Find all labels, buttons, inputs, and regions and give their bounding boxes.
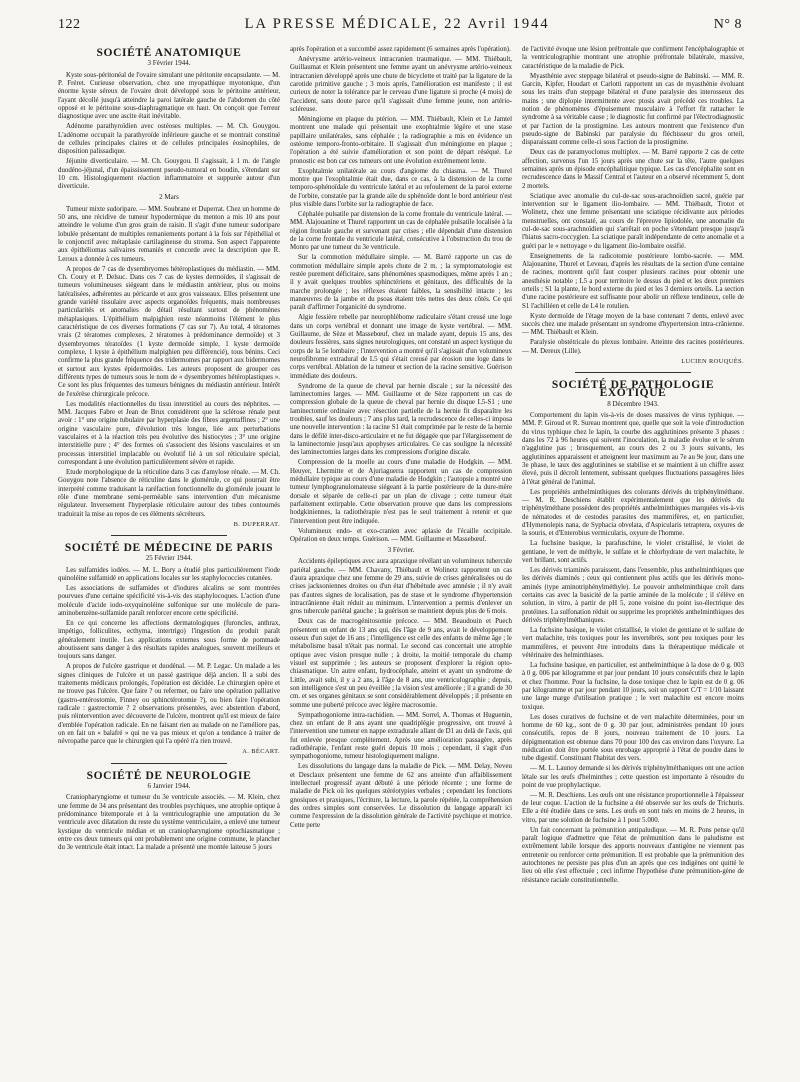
communication-paragraph: Deux cas de macrogénitosomie précoce. — MM. Beaudouin et Puech présentent un enfant de 13 ans qui, dès l'âge de 9 ans, avait le développement osseux d'un sujet de 16 ans ; l'intelligence est celle des enfants de même âge ; le métabolisme basal n'était pas normal. Le second cas concernait une atrophie optique avec vision presque nulle ; à droite, la moitié temporale du champ visuel est supprimée ; les auteurs se proposent d'explorer la région opto-chiasmatique. Un autre enfant, hydrocéphale, atteint et ayant un syndrome de Little, avait subi, il y a 2 ans, à l'âge de 8 ans, une ventriculographie ; depuis, son intelligence s'est un peu éveillée ; la vision s'est améliorée ; il a grandi de 30 cm. et ses organes génitaux se sont considérablement développés ; il présente en somme une puberté précoce avec légère macrosomie. — [290, 618, 512, 709]
communication-paragraph: — M. L. Launoy demande si les dérivés triphénylméthaniques ont une action létale sur les œufs d'helminthes ; cette question est importante à résoudre du point de vue prophylactique. — [522, 765, 744, 789]
author-signature: LUCIEN ROUQUÈS. — [681, 357, 744, 365]
section-title-societe-anatomique: SOCIÉTÉ ANATOMIQUE — [96, 47, 242, 59]
section-title-neurologie: SOCIÉTÉ DE NEUROLOGIE — [86, 769, 252, 782]
communication-paragraph: Volumineux endo- et exo-cranien avec aplasie de l'écaille occipitale. Opération en deux temps. Guérison. — MM. Guillaume et Massebœuf. — [290, 527, 512, 543]
communication-paragraph: Sur la commotion médullaire simple. — M. Barré rapporte un cas de commotion médullaire simple après chute de 2 m. ; la symptomatologie est restée purement déficitaire, sans phénomènes spasmodiques, même après 1 an ; il y avait quelques troubles sphinctériens et génitaux, des difficultés de la marche prolongée ; les réflexes étaient faibles, la sensibilité intacte ; les manœuvres de la jambe et du psoas étaient très nettes des deux côtés. Ce qui paraît d'affirmer l'organicité du syndrome. — [290, 254, 512, 312]
column-3 — [522, 46, 744, 1074]
communication-paragraph: — M. R. Deschiens. Les œufs ont une résistance proportionnelle à l'épaisseur de leur coque. L'action de la fuchsine a été observée sur les œufs de Trichuris. Elle a été étudiée dans ce sens. Les œufs en sont tués en moins de 2 heures, in vitro, par une solution de fuchsine à 1 pour 5.000. — [522, 791, 744, 824]
communication-paragraph: Craniopharyngiome et tumeur du 3e ventricule associés. — M. Klein, chez une femme de 34 ans présentant des troubles psychiques, une atrophie optique à prédominance bitemporale et à la ventriculographie une amputation du 3e ventricule avec dilatation du reste du système ventriculaire, a enlevé une tumeur kystique du ventricule médian et un craniopharyngiome optochiasmatique ; entre ces deux tumeurs qui ont probablement une origine commune, le plancher du 3e ventricule était intact. La malade a présenté une montée laiteuse 5 jours — [58, 794, 280, 852]
communication-paragraph: Kyste dermoïde de l'étage moyen de la base contenant 7 dents, enlevé avec succès chez une malade présentant un syndrome d'hypertension intra-crânienne. — MM. Thiébault et Klein. — [522, 312, 744, 337]
communication-paragraph: Les modalités réactionnelles du tissu interstitiel au cours des néphrites. — MM. Jacques Fabre et Jean de Brux considèrent que la sclérose rénale peut avoir : 1° une origine tubulaire par hyperplasie des fibres argentaffines ; 2° une origine vasculaire pure, d'évolution très longue, liée aux perturbations vasculaires et à la réaction très peu évolutive des histiocytes ; 3° une origine interstitielle pure ; 4° des formes où s'associent des lésions vasculaires et un processus interstitiel implacable ou évolutif lié à un sol réticulaire spécial, correspondant à une évolution particulièrement sévère et rapide. — [58, 400, 280, 467]
communication-paragraph: Algie fessière rebelle par neurophlébome radiculaire s'étant creusé une loge dans un corps vertébral et donnant une image de kyste vertébral. — MM. Guillaume, de Sèze et Massebœuf, chez un malade ayant, depuis 15 ans, des douleurs fessières, sans signes neurologiques, ont constaté un aspect kystique du corps de la 5e lombaire ; l'intervention a montré qu'il s'agissait d'un volumineux neurofibrome extradural de L5 qui s'était creusé par érosion une loge dans le corps vertébral. Ablation de la tumeur et section de la racine sensitive. Guérison immédiate des douleurs. — [290, 314, 512, 380]
communication-paragraph: La fuchsine basique, le violet cristallisé, le violet de gentiane et le sulfate de vert malachite, très toxiques pour les invertébrés, sont peu toxiques pour les mammifères, et peuvent être introduits dans la thérapeutique médicale et vétérinaire des helminthiases. — [522, 626, 744, 659]
communication-paragraph: Les dérivés triaminés paraissent, dans l'ensemble, plus anthelminthiques que les dérivés diaminés ; ceux qui contiennent plus actifs que les dérivés mono-aminés (type aminotriphénylméthyle). Le pouvoir anthelminthique croît dans certains cas avec la basicité de la partie aminée de la molécule ; il s'élève en solution, in vitro, à partir de pH 5, zone voisine du point iso-électrique des protéines. La sulfonation réduit ou supprime les propriétés anthelminthiques des dérivés triphénylméthaniques. — [522, 566, 744, 624]
communication-paragraph: Accidents épileptiques avec aura apraxique révélant un volumineux tubercule pariétal gauche. — MM. Chavany, Thiébault et Wolinetz rapportent un cas d'aura apraxique chez une femme de 29 ans, suivie de crises généralisées ou de crises jacksoniennes droites ou d'un état d'hébétude avec amnésie ; il n'y avait pas d'autres signes de localisation, pas de stase et le syndrome d'hypertension intracrânienne était réduit au minimum. L'intervention a permis d'enlever un gros tubercule pariétal gauche ; la guérison se maintient depuis plus de 6 mois. — [290, 558, 512, 616]
article-columns — [58, 46, 744, 1074]
section-date: 25 Février 1944. — [145, 554, 193, 563]
communication-paragraph: Comportement du lapin vis-à-vis de doses massives de virus typhique. — MM. P. Giroud et R. Sureau montrent que, quelle que soit la voie d'introduction du virus typhique chez le lapin, la courbe des agglutinines présente 3 phases : dans les 72 à 96 heures qui suivent l'inoculation, la maladie évolue et le sérum n'agglutine pas ; brusquement, au cours des 2 ou 3 jours suivants, les agglutinines apparaissent et atteignent leur maximum au 7e au 9e jour, dans une 3e phase, le taux des agglutinines se stabilise et se maintient à un chiffre assez élevé, puis il décroît lentement, subissant quelques fluctuations passagères liées à l'état général de l'animal. — [522, 411, 744, 486]
section-divider — [111, 763, 226, 764]
communication-paragraph: La fuchsine basique, la parafuschine, le violet cristallisé, le violet de gentiane, le vert de méthyle, le sulfate et le chlorhydrate de vert malachite, le vert brillant, sont actifs. — [522, 540, 744, 564]
section-date: 8 Décembre 1943. — [607, 399, 659, 408]
author-signature: A. BÉCART. — [242, 748, 280, 756]
session-date: 3 Février. — [387, 545, 415, 554]
communication-paragraph: Syndrome de la queue de cheval par hernie discale ; sur la nécessité des laminectomies larges. — MM. Guillaume et de Sèze rapportent un cas de compression globale de la queue de cheval par hernie du disque L5-S1 ; une laminectomie ordinaire avec résection partielle de la hernie fit disparaître les troubles, sauf les douleurs ; 7 ans plus tard, la recrudescence de celles-ci imposa une nouvelle intervention : la racine S1 était comprimée par le reste de la hernie dans le défilé inter-disco-articulaire et ne fut dégagée que par l'élargissement de la laminectomie jusqu'aux apophyses articulaires. Ce cas souligne la nécessité des laminectomies larges dans les compressions d'origine discale. — [290, 382, 512, 457]
communication-paragraph: A propos de 7 cas de dysembryomes hétéroplastiques du médiastin. — MM. Ch. Coury et P. Delsuc. Dans ces 7 cas de kystes dermoïdes, il s'agissait de tumeurs volumineuses siégeant dans le médiastin antérieur, plus ou moins latéralisées, adhérentes au péricarde et aux gros vaisseaux. Elles présentent une grande variété tissulaire avec aspects organoïdes fréquents, mais nombreuses particularités et anomalies de détail résultant surtout de phénomènes métaplasiques. L'épithélium malpighien reste néanmoins l'élément le plus caractéristique de ces diverses formations (7 cas sur 7). Au total, 4 tératomes vrais (2 tératomes complexes, 2 tératomes à prédominance dermoïde) et 3 dysembryomes tératoïdes (1 kyste dermoïde simple, 1 kyste dermoïde complexe, 1 kyste à épithélium malpighien peu différencié), tous bénins. Ceci confirme la plus grande fréquence des tridermomes par rapport aux bidermomes et surtout aux kystes épidermoïdes. Les auteurs proposent de grouper ces différents types de tumeurs sous le nom de « dysembryomes hétéroplastiques ». Ce sont les plus fréquentes des tumeurs bénignes du médiastin antérieur. Intérêt de l'exérèse chirurgicale précoce. — [58, 265, 280, 398]
section-date: 3 Février 1944. — [147, 59, 191, 68]
communication-paragraph: Exophtalmie unilatérale au cours d'angiome du chiasma. — M. Thurel montre que l'exophtalmie était due, dans ce cas, à la distension de la corne temporo-sphénoïdale du ventricule latéral et au refoulement de la paroi externe de l'orbite, constatée par la grande aile du sphénoïde dont le bord antérieur n'est plus visible dans l'orbite sur la radiographie de face. — [290, 167, 512, 208]
communication-paragraph: Un fait concernant la prémunition antipaludique. — M. R. Pons pense qu'il paraît logique d'admettre que l'état de prémunition dans le paludisme est extrêmement labile lorsque des apports nouveaux d'antigène ne viennent pas entretenir ou renforcer cette prémunition. Il est probable que la prémunition des autochtones ne persiste pas plus d'un an après que ces indigènes ont quitté le lieu où elle s'est effectuée ; ceci infirme l'hypothèse d'une prémunition-gène de résistance raciale constitutionnelle. — [522, 826, 744, 884]
communication-paragraph: Anévrysme artério-veineux intracranien traumatique. — MM. Thiébault, Guillaumat et Klein présentent une femme ayant un anévrysme artério-veineux intracranien développé après une chute de bicyclette et traité par la ligature de la carotide primitive gauche ; 3 mois après, l'amélioration est manifeste ; il est curieux de noter la tolérance par le cerveau d'une ligature si proche (4 mois) de l'accident, sans doute parce qu'il s'agissait d'une femme jeune, non artério-scléreuse. — [290, 55, 512, 113]
communication-paragraph: Etude morphologique de la réticuline dans 3 cas d'amylose rénale. — M. Ch. Gouygou note l'absence de réticuline dans le glomérule, ce qui pourrait être interprété comme traduisant la raréfaction fonctionnelle du glomérule jouant le rôle d'une membrane semi-perméable sans intervention d'un mécanisme régulateur. Inversement l'hyperplasie réticulaire autour des tubes contournés traduirait la mise au repos de ces éléments sécréteurs. — [58, 469, 280, 518]
issue-number: N° 8 — [713, 17, 742, 32]
communication-paragraph: En ce qui concerne les affections dermatologiques (furoncles, anthrax, impétigo, folliculites, ecthyma, intertrigo) l'ingestion du produit paraît généralement inutile. Les applications externes sous forme de pommade aboutissent sans danger à des résultats rapides analogues, souvent meilleurs et toujours sans danger. — [58, 620, 280, 661]
continued-paragraph: de l'activité évoque une lésion préfrontale que confirment l'encéphalographie et la ventriculographie montrant une atrophie préfrontale bilatérale, massive, caractéristique de la maladie de Pick. — [522, 46, 744, 70]
section-title-medecine-paris: SOCIÉTÉ DE MÉDECINE DE PARIS — [64, 542, 274, 555]
communication-paragraph: Les associations de sulfamides et d'iodures alcalins se sont montrées pourvues d'une certaine spécificité vis-à-vis des staphylocoques. L'action d'une molécule d'acide iodo-oxyquinoléine sulfonique sur une molécule de para-aminobenzène-sulfamide paraît renforcer encore cette spécificité. — [58, 585, 280, 618]
communication-paragraph: Compression de la moelle au cours d'une maladie de Hodgkin. — MM. Heuyer, Lhermitte et de Ajuriaguerra rapportent un cas de compression médullaire typique au cours d'une maladie de Hodgkin ; l'autopsie a montré une tumeur lymphogranulomateuse siégeant à la partie postérieure de la dure-mère dorsale et séparée de celle-ci par un plan de clivage ; cette tumeur était parfaitement extirpable. Cette observation prouve que dans les compressions hodgkiniennes, la radiothérapie n'est pas le seul traitement à retenir et que l'intervention peut être indiquée. — [290, 459, 512, 525]
session-date: 2 Mars — [159, 193, 179, 202]
column-2 — [290, 46, 512, 1074]
communication-paragraph: Paralysie obstétricale du plexus lombaire. Atteinte des racines postérieures. — M. Dereux (Lille). — [522, 339, 744, 355]
communication-paragraph: Sympathogoniome intra-rachidien. — MM. Sorrel, A. Thomas et Huguenin, chez un enfant de 8 ans ayant une quadriplégie progressive, ont trouvé à l'intervention une tumeur en nappe extradurale allant de D1 au delà de l'axis, qui fut enlevée presque complètement. Après une amélioration passagère, après radiothérapie, l'enfant reste guéri depuis 10 mois ; cependant, il s'agit d'un sympathogoniome, tumeur histologiquement maligne. — [290, 711, 512, 761]
journal-title-date: LA PRESSE MÉDICALE, 22 Avril 1944 — [244, 16, 550, 32]
page-number: 122 — [58, 17, 81, 32]
communication-paragraph: Tumeur mixte sudoripare. — MM. Soubrane et Duperrat. Chez un homme de 50 ans, une récidive de tumeur hypodermique du menton a mis 10 ans pour atteindre le volume d'un gros grain de raisin. Il s'agit d'une tumeur sudoripare lobulée présentant de multiples remaniements portant à la fois sur l'épithélial et le conjonctif avec métaplasie cartilagineuse du stroma. Son aspect l'apparente aux épithéliomas salivaires remaniés et concorde avec la description que R. Leroux a donnée à ces tumeurs. — [58, 205, 280, 263]
communication-paragraph: Jéjunite diverticulaire. — M. Ch. Gouygou. Il s'agissait, à 1 m. de l'angle duodéno-jéjunal, d'un épaississement pseudo-tumoral en boudin, s'étendant sur 10 cm. Histologiquement réaction inflammatoire et suppurée autour d'un diverticule. — [58, 158, 280, 191]
communication-paragraph: A propos de l'ulcère gastrique et duodénal. — M. P. Legac. Un malade a les signes cliniques de l'ulcère et un passé gastrique déjà ancien. Il a subi des traitements médicaux prolongés, l'opération est décidée. Le chirurgien opère et ne trouve pas l'ulcère. Que faire ? ou refermer, ou faire une opération palliative (gastro-entérostomie, Finney ou sphinctérotomie ?), ou bien faire l'opération radicale : gastrectomie ? 2 observations présentées, avec abstention d'abord, puis réintervention avec découverte de l'ulcère, montrent qu'il est mieux de faire d'emblée l'opération radicale. En ne faisant rien au malade on ne l'améliore pas, on en fait un « balafré » qui ne va pas mieux et qu'on a tendance à traiter de névropathe parce que le chirurgien qui l'a opéré n'a rien trouvé. — [58, 663, 280, 746]
communication-paragraph: Sciatique avec anomalie du cul-de-sac sous-arachnoïdien sacré, guérie par intervention sur le ligament ilio-lombaire. — MM. Thiébault, Trotot et Wolinetz, chez une femme présentant une sciatique récidivante aux périodes menstruelles, ont constaté, au cours de l'épreuve lipiodolée, une anomalie du cul-de-sac sous-arachnoïdien qui s'arrêtait en poche s'étendant presque jusqu'à l'hiatus sacro-coccygien. La sciatique paraît indépendante de cette anomalie et a guéri par le « nettoyage » du ligament ilio-lombaire ossifié. — [522, 192, 744, 250]
communication-paragraph: Méningiome en plaque du ptérion. — MM. Thiébault, Klein et Le Jamtel montrent une malade qui présentait une exophtalmie légère et une stase papillaire unilatérales, sans céphalée ; la radiographie a mis en évidence un ostéome temporo-fronto-orbitaire. Il s'agissait d'un méningiome en plaque ; l'opération a été suivie d'amélioration et son point de départ réséqué. Le pronostic est bon car ces tumeurs ont une évolution extrêmement lente. — [290, 115, 512, 165]
author-signature: B. DUPERRAT. — [233, 520, 280, 528]
communication-paragraph: Myasthénie avec steppage bilatéral et pseudo-signe de Babinski. — MM. R. Garcin, Kipfer, Houdart et Carlotti rapportent un cas de myasthénie évoluant sous les traits d'un steppage bilatéral et d'une paralysie des interosseux des mains ; une diplopie intermittente avec ptosis avait précédé ces troubles. La notion de phénomènes d'épuisement musculaire à l'effort fit rattacher le syndrome à sa véritable cause ; le diagnostic fut confirmé par l'électrodiagnostic et par l'action de la prostigmine. Les auteurs montrent que l'existence d'un pseudo-signe de Babinski par paralysie du fléchisseur du gros orteil, disparaissant comme celle-ci sous l'action de la prostigmine. — [522, 72, 744, 147]
communication-paragraph: Les dissolutions du langage dans la maladie de Pick. — MM. Delay, Neveu et Desclaux présentent une femme de 62 ans atteinte d'un affaiblissement intellectuel progressif ayant débuté à une période récente ; une forme de maladie de Pick où les quelques stéréotypies verbales ; cependant les fonctions gnosiques et praxiques, l'écriture, la lecture, la parole répétée, la compréhension des ordres simples sont conservées. Le dissolution du langage apparaît ici comme l'expression de la dissolution générale de l'activité psychique et motrice. Cette perte — [290, 763, 512, 829]
continued-paragraph: après l'opération et a succombé assez rapidement (6 semaines après l'opération). — [290, 46, 511, 53]
section-date: 6 Janvier 1944. — [147, 782, 191, 791]
column-1 — [58, 46, 280, 1074]
communication-paragraph: Céphalée pulsatile par distension de la corne frontale du ventricule latéral. — MM. Alajouanine et Thurel rapportent un cas de céphalée pulsatile localisée à la région frontale gauche et survenant par crises ; elle dépendait d'une distension de la corne frontale du ventricule latéral, consécutive à l'obstruction du trou de Monro par une tumeur du 3e ventricule. — [290, 210, 512, 252]
communication-paragraph: Les sulfamides iodées. — M. L. Bory a étudié plus particulièrement l'iode quinoléine sulfamidé en applications locales sur les staphylococcies cutanées. — [58, 566, 280, 583]
communication-paragraph: Adénome parathyroïdien avec ostéoses multiples. — M. Ch. Gouygou. L'adénome occupait la parathyroïde inférieure gauche et se montrait constitué de cellules principales claires et de cellules principales éosinophiles, de disposition palissadique. — [58, 123, 280, 156]
communication-paragraph: Deux cas de paramyoclonus multiplex. — M. Barré rapporte 2 cas de cette affection, survenus l'un 15 jours après une chute sur la tête, l'autre quelques semaines après un épisode encéphalitique typique. Les cas d'encéphalite sont en recrudescence dans le Massif Central et l'auteur en a observé récemment 5, dont 2 mortels. — [522, 149, 744, 190]
communication-paragraph: Kyste sous-péritonéal de l'ovaire simulant une péritonite encapsulante. — M. P. Fréret. Curieuse observation, chez une myopathique myotonique, d'un énorme kyste séreux de l'ovaire droit développé sous le péritoine antérieur, l'ayant décollé jusqu'à atteindre la paroi latérale gauche de l'abdomen du côté opposé et le péritoine sous-diaphragmatique en haut. On conçoit que l'erreur diagnostique avec une ascite était inévitable. — [58, 71, 280, 121]
communication-paragraph: Enseignements de la radicotomie postérieure lombo-sacrée. — MM. Alajouanine, Thurel et Leveau, d'après les résultats de la section d'une centaine de racines, montrent qu'il faut couper plusieurs racines pour obtenir une anesthésie notable ; L5 a pour territoire le dessus du pied et les deux premiers orteils ; S1 la plante, le bord externe du pied et les 3 derniers orteils. La section d'une racine postérieure est suffisante pour abolir un réflexe tendineux, celle de S1 l'achilléen et celle de L4 le rotulien. — [522, 252, 744, 310]
section-title-pathologie-exotique: SOCIÉTÉ DE PATHOLOGIE EXOTIQUE — [551, 378, 715, 400]
section-divider — [111, 535, 226, 536]
communication-paragraph: La fuchsine basique, en particulier, est anthelminthique à la dose de 0 g. 003 à 0 g. 006 par kilogramme et par jour pendant 10 jours consécutifs chez le lapin et chez l'homme. Pour la fuchsine, la dose toxique chez le lapin est de 0 g. 06 par kilogramme et par jour pendant 10 jours, soit un rapport C/T = 1/10 laissant une large marge d'utilisation pratique ; le vert malachite est encore moins toxique. — [522, 661, 744, 711]
running-header — [58, 16, 742, 36]
communication-paragraph: Les propriétés anthelminthiques des colorants dérivés du triphénylméthane. — M. R. Deschiens établit expérimentalement que les dérivés du triphénylméthane possèdent des propriétés anthelminthiques marquées vis-à-vis de nématodes et de cestodes parasites des mammifères, et, en particulier, d'Hymenolepis nana, de Syphacia obvelata, d'Aspicularis tetraptera, oxyures de la souris, et d'Enterobius vermicularis, oxyure de l'homme. — [522, 488, 744, 538]
section-divider — [575, 372, 690, 373]
communication-paragraph: Les doses curatives de fuchsine et de vert malachite déterminées, pour un homme de 60 kg., sont de 0 g. 30 par jour, administrées pendant 10 jours consécutifs, repos de 8 jours, nouveau traitement de 10 jours. La dépigmentation est obtenue dans 70 pour 100 des cas environ dans l'oxyure. La médication doit être portée sous enrobage approprié à l'état de poudre dans le tube digestif. Constituant l'habitat des vers. — [522, 713, 744, 763]
